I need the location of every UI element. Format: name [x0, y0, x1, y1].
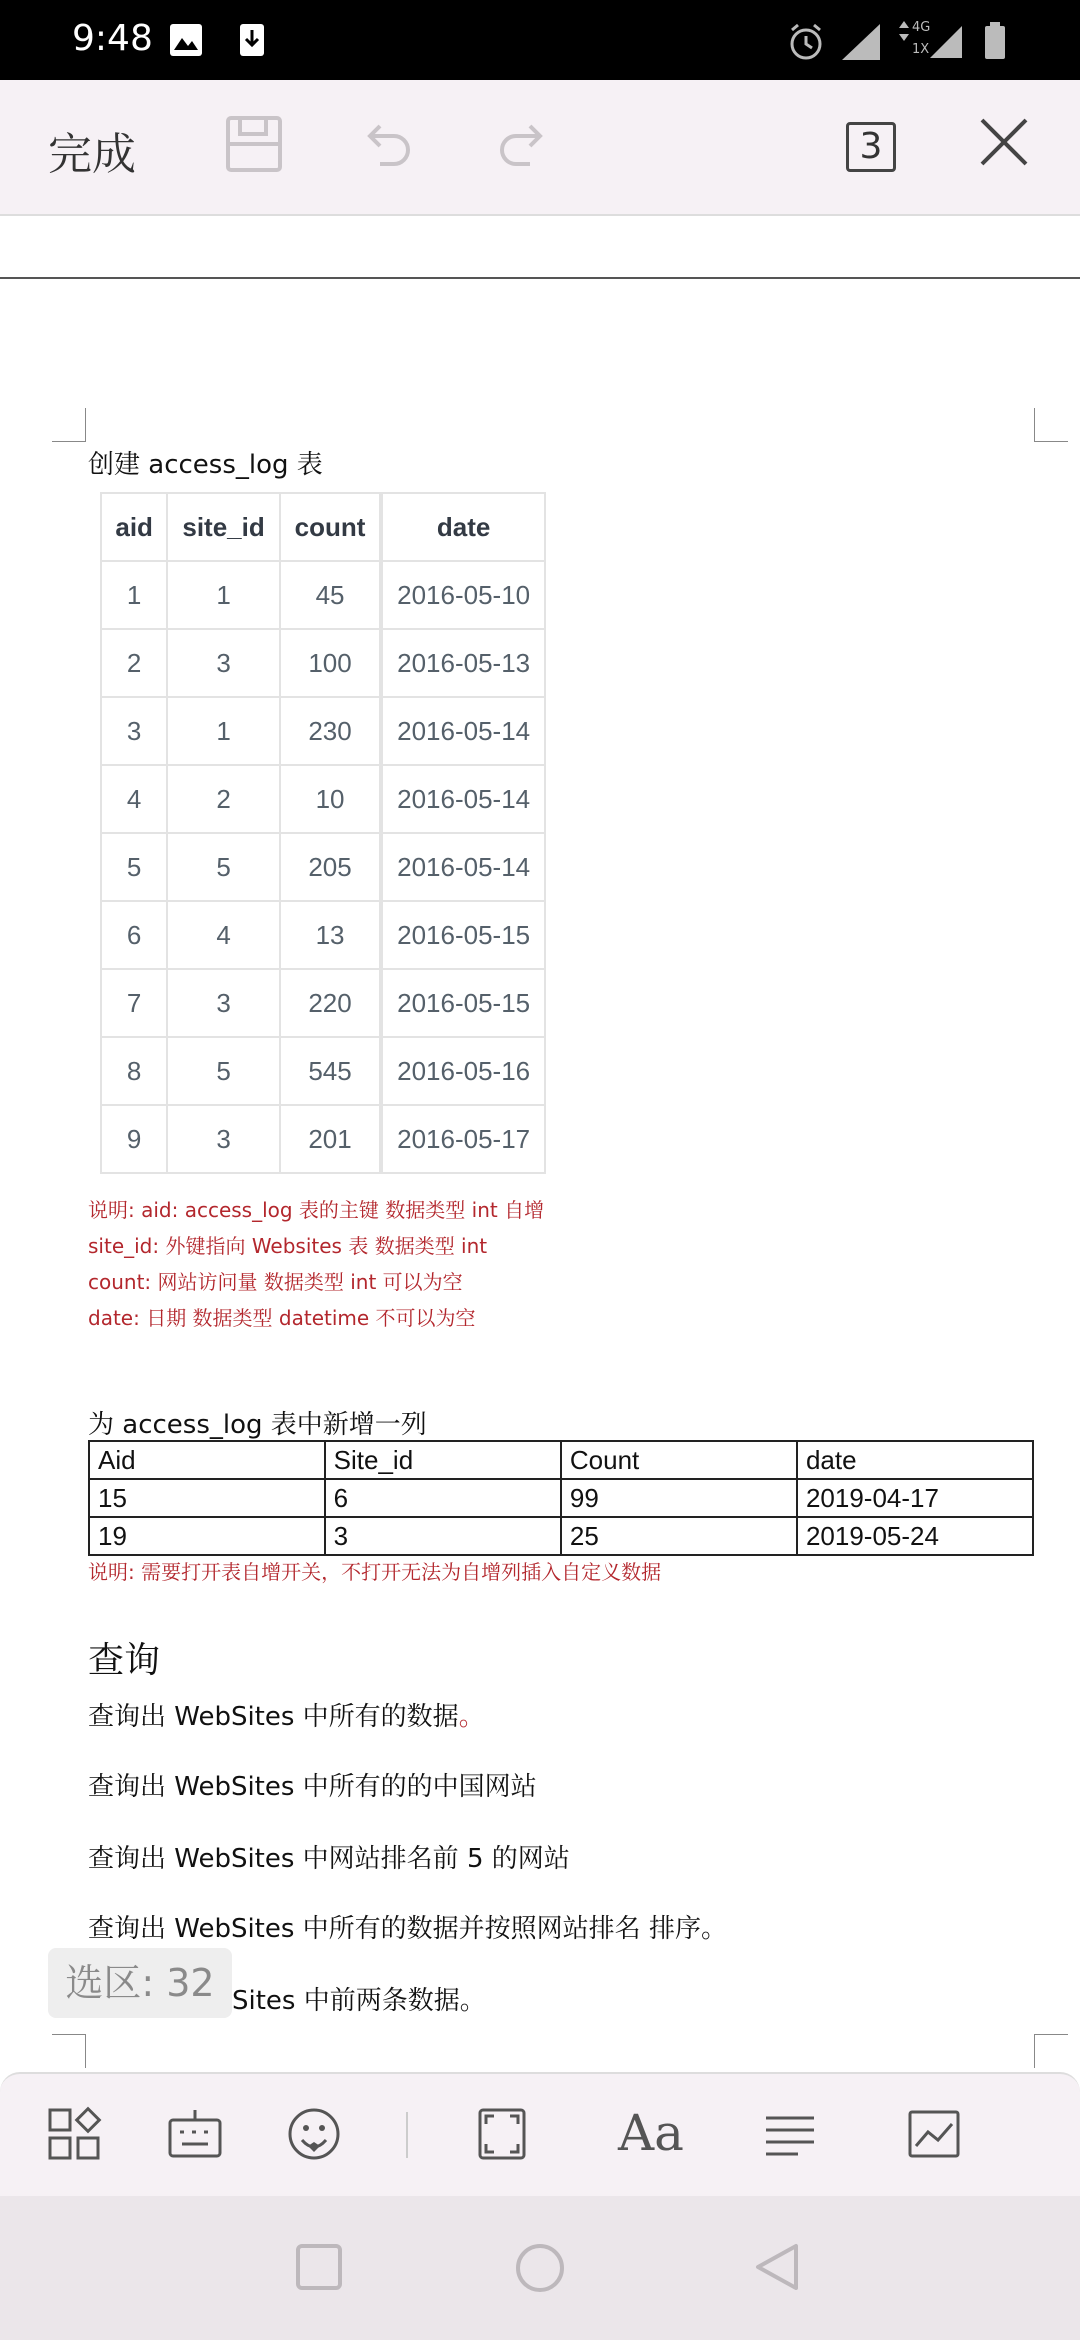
table-cell: 3: [167, 969, 280, 1037]
table-row: [101, 629, 545, 697]
new-column-table[interactable]: [88, 1440, 1034, 1556]
network-label-bottom: 1X: [912, 42, 930, 57]
column-header: date: [381, 493, 545, 561]
column-header: count: [280, 493, 381, 561]
table-cell[interactable]: Count: [561, 1441, 797, 1479]
table-cell: 4: [101, 765, 167, 833]
table-row: [101, 969, 545, 1037]
page-count-button[interactable]: 3: [846, 122, 896, 172]
page-corner-marker: [1034, 408, 1068, 442]
query-line-5[interactable]: Sites 中前两条数据。: [232, 1986, 486, 2016]
table-cell: 3: [167, 629, 280, 697]
table-cell: 100: [280, 629, 381, 697]
status-time: 9:48: [72, 18, 153, 59]
keyboard-icon[interactable]: [166, 2106, 224, 2162]
table-cell[interactable]: 3: [325, 1517, 561, 1555]
table-cell: 2016-05-14: [381, 833, 545, 901]
table-row: [101, 833, 545, 901]
note-line[interactable]: 说明: aid: access_log 表的主键 数据类型 int 自增: [88, 1198, 545, 1222]
table-cell: 7: [101, 969, 167, 1037]
table-cell: 201: [280, 1105, 381, 1173]
table-cell[interactable]: 99: [561, 1479, 797, 1517]
system-nav-bar: [0, 2196, 1080, 2340]
table-cell[interactable]: Aid: [89, 1441, 325, 1479]
table-row: [101, 561, 545, 629]
page-corner-marker: [52, 408, 86, 442]
page-separator: [0, 277, 1080, 279]
table-cell: 5: [101, 833, 167, 901]
align-icon[interactable]: [762, 2106, 818, 2162]
selection-count-badge: 选区: 32: [48, 1948, 232, 2018]
note-line[interactable]: date: 日期 数据类型 datetime 不可以为空: [88, 1306, 476, 1330]
page-corner-marker: [52, 2034, 86, 2068]
format-bar: [0, 2072, 1080, 2196]
table-cell: 2016-05-16: [381, 1037, 545, 1105]
table-cell: 8: [101, 1037, 167, 1105]
table-cell: 1: [167, 561, 280, 629]
table-cell: 2016-05-15: [381, 901, 545, 969]
page-corner-marker: [1034, 2034, 1068, 2068]
table-cell: 545: [280, 1037, 381, 1105]
query-text: 查询出 WebSites 中所有的数据: [88, 1702, 459, 1732]
recent-apps-icon[interactable]: [294, 2242, 344, 2292]
table-cell: 13: [280, 901, 381, 969]
table-cell: 1: [167, 697, 280, 765]
table-cell: 2016-05-15: [381, 969, 545, 1037]
table-cell[interactable]: 6: [325, 1479, 561, 1517]
table-cell: 2: [101, 629, 167, 697]
column-header: site_id: [167, 493, 280, 561]
table-row: [101, 901, 545, 969]
back-icon[interactable]: [752, 2242, 802, 2292]
table-cell: 2016-05-14: [381, 697, 545, 765]
query-line-1[interactable]: [88, 1696, 485, 1733]
table-cell[interactable]: Site_id: [325, 1441, 561, 1479]
table-cell: 10: [280, 765, 381, 833]
table-cell: 2016-05-13: [381, 629, 545, 697]
network-label-top: 4G: [912, 20, 931, 35]
home-icon[interactable]: [514, 2242, 566, 2294]
table-cell[interactable]: 2019-04-17: [797, 1479, 1033, 1517]
table-cell: 2016-05-14: [381, 765, 545, 833]
note-line[interactable]: count: 网站访问量 数据类型 int 可以为空: [88, 1270, 463, 1294]
done-button[interactable]: 完成: [48, 129, 136, 180]
table-row: [101, 765, 545, 833]
fullscreen-icon[interactable]: [476, 2106, 528, 2162]
table-cell: 220: [280, 969, 381, 1037]
table-header-row: [101, 493, 545, 561]
access-log-table: [100, 492, 546, 1174]
table-cell[interactable]: 25: [561, 1517, 797, 1555]
query-line-2[interactable]: 查询出 WebSites 中所有的的中国网站: [88, 1772, 537, 1802]
table-cell: 3: [101, 697, 167, 765]
table-cell: 3: [167, 1105, 280, 1173]
table-cell: 2016-05-10: [381, 561, 545, 629]
query-line-3[interactable]: 查询出 WebSites 中网站排名前 5 的网站: [88, 1844, 570, 1874]
table-cell: 230: [280, 697, 381, 765]
table-cell: 4: [167, 901, 280, 969]
query-punctuation: 。: [458, 1702, 485, 1732]
image-insert-icon[interactable]: [906, 2106, 962, 2162]
table-cell: 2016-05-17: [381, 1105, 545, 1173]
table-cell: 205: [280, 833, 381, 901]
widgets-icon[interactable]: [46, 2106, 102, 2162]
paragraph-add-column[interactable]: 为 access_log 表中新增一列: [88, 1410, 427, 1440]
table-row: [89, 1479, 1033, 1517]
table-cell[interactable]: date: [797, 1441, 1033, 1479]
table-cell[interactable]: 2019-05-24: [797, 1517, 1033, 1555]
table-row: [89, 1517, 1033, 1555]
table-cell[interactable]: 15: [89, 1479, 325, 1517]
table-cell[interactable]: 19: [89, 1517, 325, 1555]
column-header: aid: [101, 493, 167, 561]
table-cell: 5: [167, 833, 280, 901]
table-row: [101, 697, 545, 765]
table-cell: 6: [101, 901, 167, 969]
toolbar-divider: [406, 2112, 408, 2158]
table-cell: 9: [101, 1105, 167, 1173]
query-line-4[interactable]: 查询出 WebSites 中所有的数据并按照网站排名 排序。: [88, 1914, 727, 1944]
note-line[interactable]: site_id: 外键指向 Websites 表 数据类型 int: [88, 1234, 488, 1258]
heading-query[interactable]: 查询: [88, 1640, 161, 1681]
table-header-row: [89, 1441, 1033, 1479]
table-cell: 5: [167, 1037, 280, 1105]
paragraph-create-table[interactable]: 创建 access_log 表: [88, 450, 323, 480]
table-cell: 45: [280, 561, 381, 629]
table-row: [101, 1105, 545, 1173]
table-row: [101, 1037, 545, 1105]
font-icon[interactable]: Aa: [618, 2104, 684, 2162]
table-cell: 1: [101, 561, 167, 629]
emoji-icon[interactable]: [286, 2106, 342, 2162]
table-cell: 2: [167, 765, 280, 833]
note-autoincrement[interactable]: 说明: 需要打开表自增开关，不打开无法为自增列插入自定义数据: [88, 1560, 662, 1584]
